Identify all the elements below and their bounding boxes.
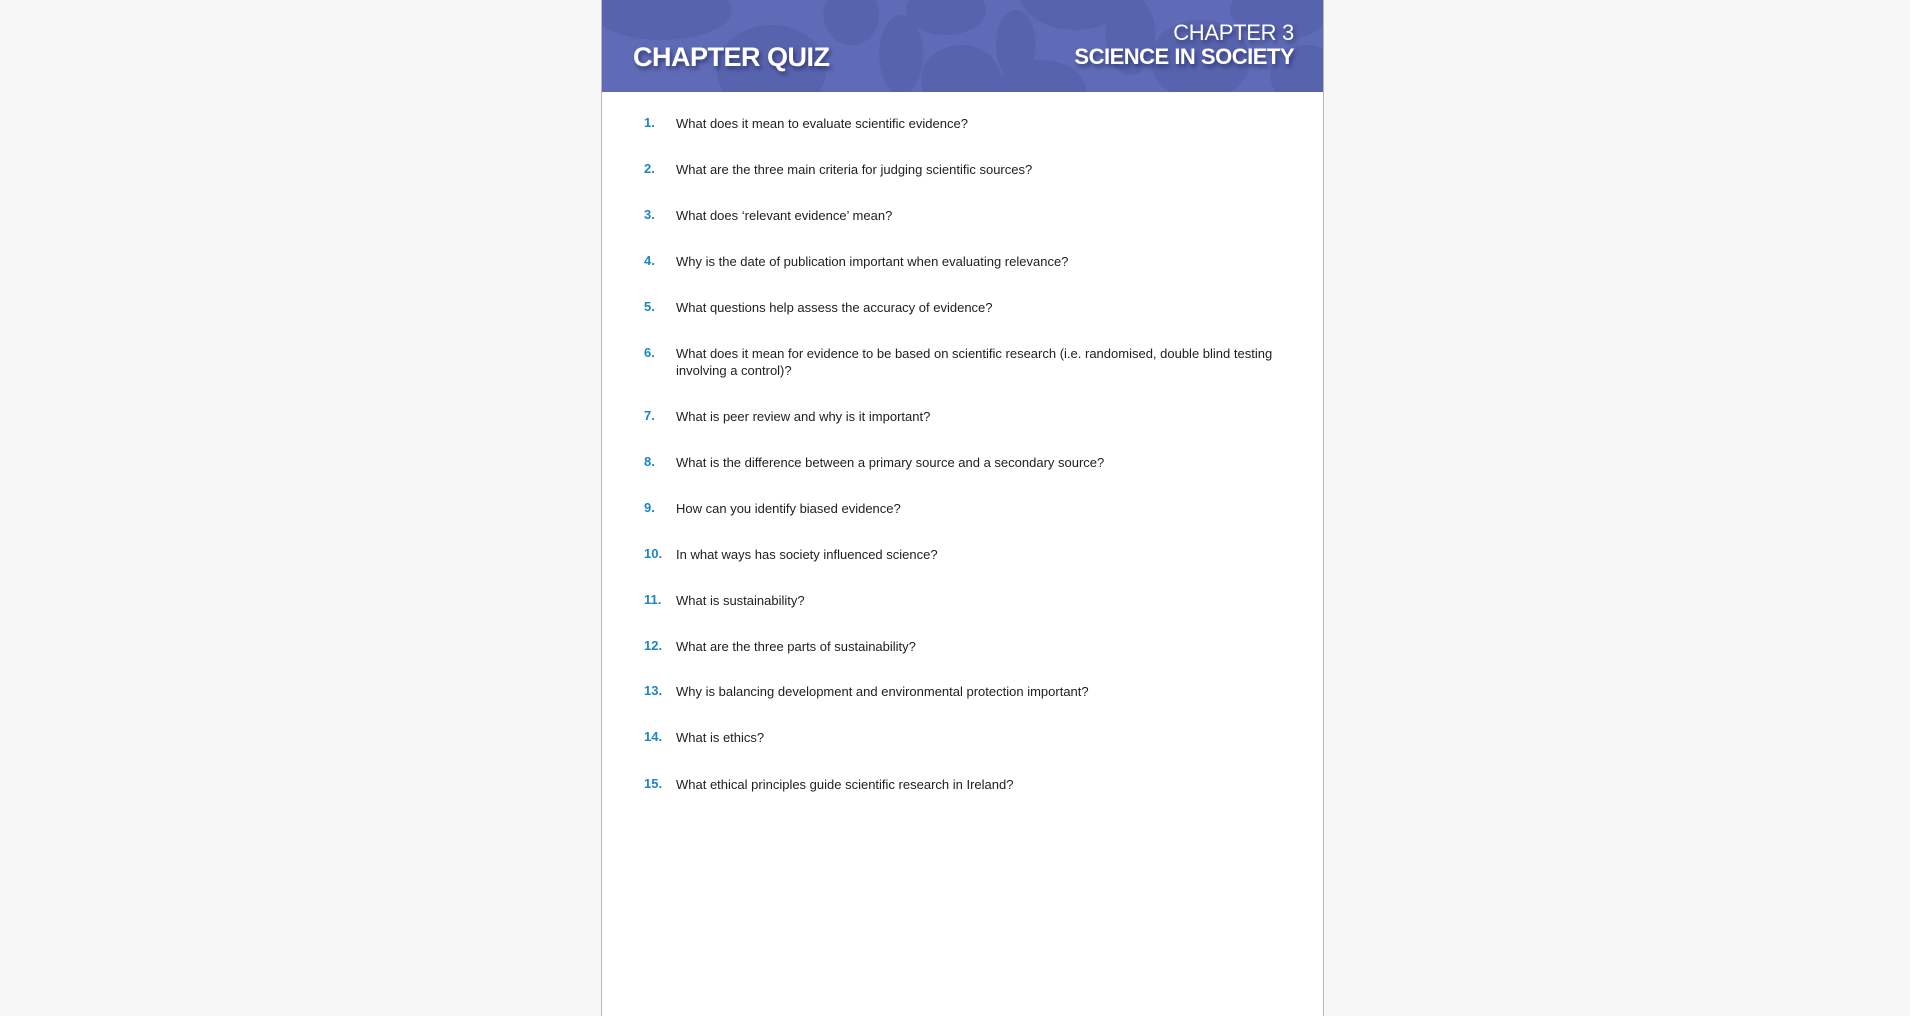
question-number: 4. — [644, 253, 655, 268]
question-number: 9. — [644, 500, 655, 515]
question-text: What does ‘relevant evidence’ mean? — [676, 208, 893, 223]
question-number: 2. — [644, 161, 655, 176]
chapter-number: CHAPTER 3 — [1173, 20, 1294, 45]
question-number: 11. — [644, 592, 662, 607]
question-number: 12. — [644, 638, 663, 653]
question-text: What is peer review and why is it important? — [676, 409, 931, 424]
chapter-name: SCIENCE IN SOCIETY — [1074, 44, 1294, 69]
question-number: 15. — [644, 776, 663, 791]
chapter-header-banner — [602, 0, 1323, 92]
question-number: 5. — [644, 299, 655, 314]
question-text: What is ethics? — [676, 730, 765, 745]
question-number: 7. — [644, 408, 655, 423]
chapter-heading — [1074, 22, 1294, 68]
question-number: 13. — [644, 683, 663, 698]
question-text: In what ways has society influenced science? — [676, 547, 938, 562]
question-text: What questions help assess the accuracy of evidence? — [676, 300, 993, 315]
question-number: 3. — [644, 207, 655, 222]
question-text: What is the difference between a primary source and a secondary source? — [676, 455, 1105, 470]
question-text: Why is balancing development and environmental protection important? — [676, 684, 1089, 699]
quiz-title: CHAPTER QUIZ — [633, 42, 830, 72]
question-text: What is sustainability? — [676, 593, 805, 608]
question-text: What are the three main criteria for judging scientific sources? — [676, 162, 1033, 177]
question-text: Why is the date of publication important when evaluating relevance? — [676, 254, 1069, 269]
question-text: What does it mean to evaluate scientific evidence? — [676, 116, 968, 131]
quiz-page — [601, 0, 1324, 1016]
question-text: What are the three parts of sustainability? — [676, 639, 916, 654]
question-text: How can you identify biased evidence? — [676, 501, 901, 516]
question-number: 10. — [644, 546, 663, 561]
question-number: 8. — [644, 454, 655, 469]
question-number: 14. — [644, 729, 663, 744]
question-text: What does it mean for evidence to be based on scientific research (i.e. randomised, double blind testing involving a control)? — [676, 346, 1273, 378]
question-number: 1. — [644, 115, 655, 130]
question-number: 6. — [644, 345, 655, 360]
question-text: What ethical principles guide scientific research in Ireland? — [676, 777, 1014, 792]
